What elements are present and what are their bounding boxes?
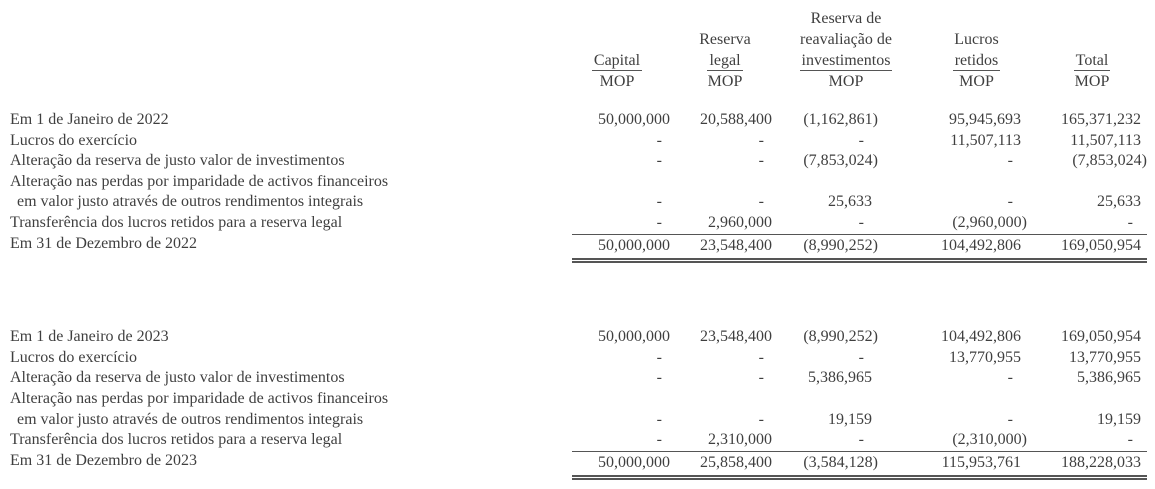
- column-unit-lucros-retidos: MOP: [959, 73, 994, 90]
- column-unit-total: MOP: [1074, 73, 1110, 90]
- cell-capital: -: [656, 348, 662, 366]
- row-label: Lucros do exercício: [10, 348, 138, 366]
- column-unit-capital: MOP: [599, 73, 635, 90]
- cell-reserva-legal: [676, 389, 778, 410]
- header-title-line-reserva-legal: [674, 50, 776, 71]
- cell-reserva-legal: 23,548,400: [700, 236, 772, 254]
- cell-reserva-reavaliacao-investimentos: (8,990,252): [803, 328, 878, 346]
- row-values: [572, 213, 1147, 234]
- table-row: [10, 389, 1155, 410]
- cell-capital: -: [656, 193, 662, 211]
- cell-capital: 50,000,000: [598, 453, 670, 471]
- cell-reserva-reavaliacao-investimentos: -: [858, 348, 864, 366]
- cell-reserva-legal: 20,588,400: [700, 111, 772, 128]
- row-values: [572, 151, 1147, 172]
- header-title-line-capital: [565, 50, 669, 71]
- cell-lucros-retidos: -: [1007, 410, 1013, 428]
- cell-reserva-reavaliacao-investimentos: -: [858, 431, 864, 449]
- cell-reserva-reavaliacao-investimentos: (1,162,861): [803, 111, 878, 128]
- row-values: [572, 389, 1147, 410]
- cell-lucros-retidos: -: [1007, 152, 1013, 170]
- cell-reserva-legal: -: [758, 410, 764, 428]
- cell-total: 169,050,954: [1061, 328, 1141, 346]
- cell-reserva-reavaliacao-investimentos: 25,633: [828, 193, 872, 211]
- year-block-2: [10, 327, 1155, 480]
- header-title-line-lucros-retidos: [902, 50, 1051, 71]
- row-label: Em 1 de Janeiro de 2023: [10, 328, 169, 346]
- table-row: [10, 213, 1155, 234]
- row-label: Alteração da reserva de justo valor de investimentos: [10, 152, 345, 170]
- header-title-line-total: [1032, 50, 1152, 71]
- row-label: em valor justo através de outros rendimentos integrais: [17, 410, 364, 428]
- cell-capital: 50,000,000: [598, 328, 670, 346]
- cell-total: 169,050,954: [1061, 236, 1141, 254]
- cell-total: (7,853,024): [1072, 152, 1147, 170]
- cell-reserva-legal: 25,858,400: [700, 453, 772, 471]
- table-row: [10, 172, 1155, 193]
- cell-lucros-retidos: 11,507,113: [950, 131, 1021, 149]
- cell-reserva-reavaliacao-investimentos: [778, 172, 878, 193]
- cell-lucros-retidos: (2,960,000): [952, 213, 1027, 231]
- cell-lucros-retidos: 104,492,806: [941, 328, 1021, 346]
- cell-reserva-reavaliacao-investimentos: (3,584,128): [803, 453, 878, 471]
- table-row: [10, 410, 1155, 431]
- row-label: Em 31 de Dezembro de 2022: [10, 234, 198, 252]
- cell-reserva-reavaliacao-investimentos: (8,990,252): [803, 236, 878, 254]
- cell-reserva-reavaliacao-investimentos: 5,386,965: [808, 369, 872, 387]
- row-label: Transferência dos lucros retidos para a reserva legal: [10, 431, 343, 449]
- row-values: [572, 192, 1147, 213]
- row-values: [572, 410, 1147, 431]
- row-values: [572, 327, 1147, 348]
- header-line-reserva-legal: Reserva: [699, 31, 751, 48]
- row-label: Em 31 de Dezembro de 2023: [10, 451, 198, 469]
- row-label: Em 1 de Janeiro de 2022: [10, 111, 169, 128]
- header-column-lucros-retidos: [878, 8, 1027, 92]
- total-row: [10, 234, 1155, 264]
- cell-reserva-legal: 2,960,000: [708, 213, 772, 231]
- cell-lucros-retidos: 13,770,955: [949, 348, 1021, 366]
- year-block-1: [10, 110, 1155, 263]
- header-title-line-reserva-reavaliacao-investimentos: [796, 50, 896, 71]
- cell-reserva-legal: -: [758, 193, 764, 211]
- table-row: [10, 151, 1155, 172]
- table-row: [10, 430, 1155, 451]
- cell-lucros-retidos: [878, 389, 1027, 410]
- header-column-reserva-legal: [676, 8, 778, 92]
- cell-reserva-reavaliacao-investimentos: [778, 389, 878, 410]
- table-row: [10, 368, 1155, 389]
- column-title-total: Total: [1075, 52, 1109, 69]
- row-values: [572, 430, 1147, 451]
- header-column-total: [1027, 8, 1147, 92]
- cell-lucros-retidos: 95,945,693: [949, 111, 1021, 128]
- cell-lucros-retidos: 104,492,806: [941, 236, 1021, 254]
- cell-capital: -: [656, 152, 662, 170]
- row-values: [572, 451, 1147, 481]
- cell-total: 19,159: [1097, 410, 1141, 428]
- row-values: [572, 234, 1147, 264]
- row-values: [572, 131, 1147, 152]
- header-line-lucros-retidos: [902, 8, 1051, 29]
- header-column-reserva-reavaliacao-investimentos: [778, 8, 892, 92]
- cell-capital: 50,000,000: [598, 111, 670, 128]
- header-line-reserva-legal: [674, 8, 776, 29]
- cell-total: 5,386,965: [1077, 369, 1141, 387]
- cell-capital: -: [656, 213, 662, 231]
- table-row: [10, 192, 1155, 213]
- total-row: [10, 451, 1155, 481]
- column-unit-reserva-reavaliacao-investimentos: MOP: [828, 73, 864, 90]
- cell-total: 165,371,232: [1061, 111, 1141, 128]
- cell-reserva-reavaliacao-investimentos: (7,853,024): [803, 152, 878, 170]
- table-row: [10, 131, 1155, 152]
- cell-total: [1027, 389, 1147, 410]
- cell-reserva-legal: -: [758, 152, 764, 170]
- cell-total: 188,228,033: [1061, 453, 1141, 471]
- cell-total: -: [1127, 213, 1133, 231]
- cell-total: 13,770,955: [1069, 348, 1141, 366]
- cell-reserva-legal: [676, 172, 778, 193]
- row-label: Lucros do exercício: [10, 131, 138, 149]
- column-title-reserva-reavaliacao-investimentos: investimentos: [801, 52, 891, 69]
- cell-total: [1027, 172, 1147, 193]
- cell-reserva-reavaliacao-investimentos: 19,159: [828, 410, 872, 428]
- cell-lucros-retidos: -: [1007, 369, 1013, 387]
- row-values: [572, 348, 1147, 369]
- cell-total: 25,633: [1097, 193, 1141, 211]
- cell-reserva-legal: -: [758, 131, 764, 149]
- cell-total: 11,507,113: [1070, 131, 1141, 149]
- cell-lucros-retidos: 115,953,761: [941, 453, 1021, 471]
- row-label: Alteração nas perdas por imparidade de activos financeiros: [10, 172, 389, 190]
- cell-reserva-legal: -: [758, 348, 764, 366]
- column-title-reserva-legal: legal: [709, 52, 741, 69]
- cell-lucros-retidos: -: [1007, 193, 1013, 211]
- cell-reserva-legal: 23,548,400: [700, 328, 772, 346]
- row-label: em valor justo através de outros rendimentos integrais: [17, 193, 364, 211]
- header-line-reserva-reavaliacao-investimentos: Reserva de: [810, 10, 882, 27]
- header-line-reserva-reavaliacao-investimentos: reavaliação de: [800, 31, 892, 48]
- table-row: [10, 327, 1155, 348]
- row-values: [572, 110, 1147, 131]
- cell-reserva-legal: -: [758, 369, 764, 387]
- header-line-capital: [565, 8, 669, 29]
- row-values: [572, 368, 1147, 389]
- cell-reserva-reavaliacao-investimentos: -: [858, 213, 864, 231]
- column-unit-reserva-legal: MOP: [707, 73, 743, 90]
- cell-capital: [572, 172, 676, 193]
- row-values: [572, 172, 1147, 193]
- cell-capital: -: [656, 431, 662, 449]
- column-title-lucros-retidos: retidos: [954, 52, 999, 69]
- row-label: Transferência dos lucros retidos para a reserva legal: [10, 213, 343, 231]
- cell-reserva-legal: 2,310,000: [708, 431, 772, 449]
- header-label-spacer: [10, 8, 572, 92]
- table-row: [10, 348, 1155, 369]
- row-label: Alteração da reserva de justo valor de investimentos: [10, 369, 345, 387]
- cell-capital: -: [656, 410, 662, 428]
- table-row: [10, 110, 1155, 131]
- cell-capital: -: [656, 369, 662, 387]
- header-line-lucros-retidos: Lucros: [954, 31, 999, 48]
- cell-capital: 50,000,000: [598, 236, 670, 254]
- cell-lucros-retidos: (2,310,000): [952, 431, 1027, 449]
- row-label: Alteração nas perdas por imparidade de activos financeiros: [10, 389, 389, 407]
- table-header: [10, 8, 1155, 92]
- cell-capital: [572, 389, 676, 410]
- column-title-capital: Capital: [593, 52, 641, 69]
- header-column-capital: [572, 8, 676, 92]
- header-line-capital: [565, 29, 669, 50]
- cell-total: -: [1127, 431, 1133, 449]
- header-line-total: [1032, 8, 1152, 29]
- header-line-total: [1032, 29, 1152, 50]
- cell-capital: -: [656, 131, 662, 149]
- cell-reserva-reavaliacao-investimentos: -: [858, 131, 864, 149]
- cell-lucros-retidos: [878, 172, 1027, 193]
